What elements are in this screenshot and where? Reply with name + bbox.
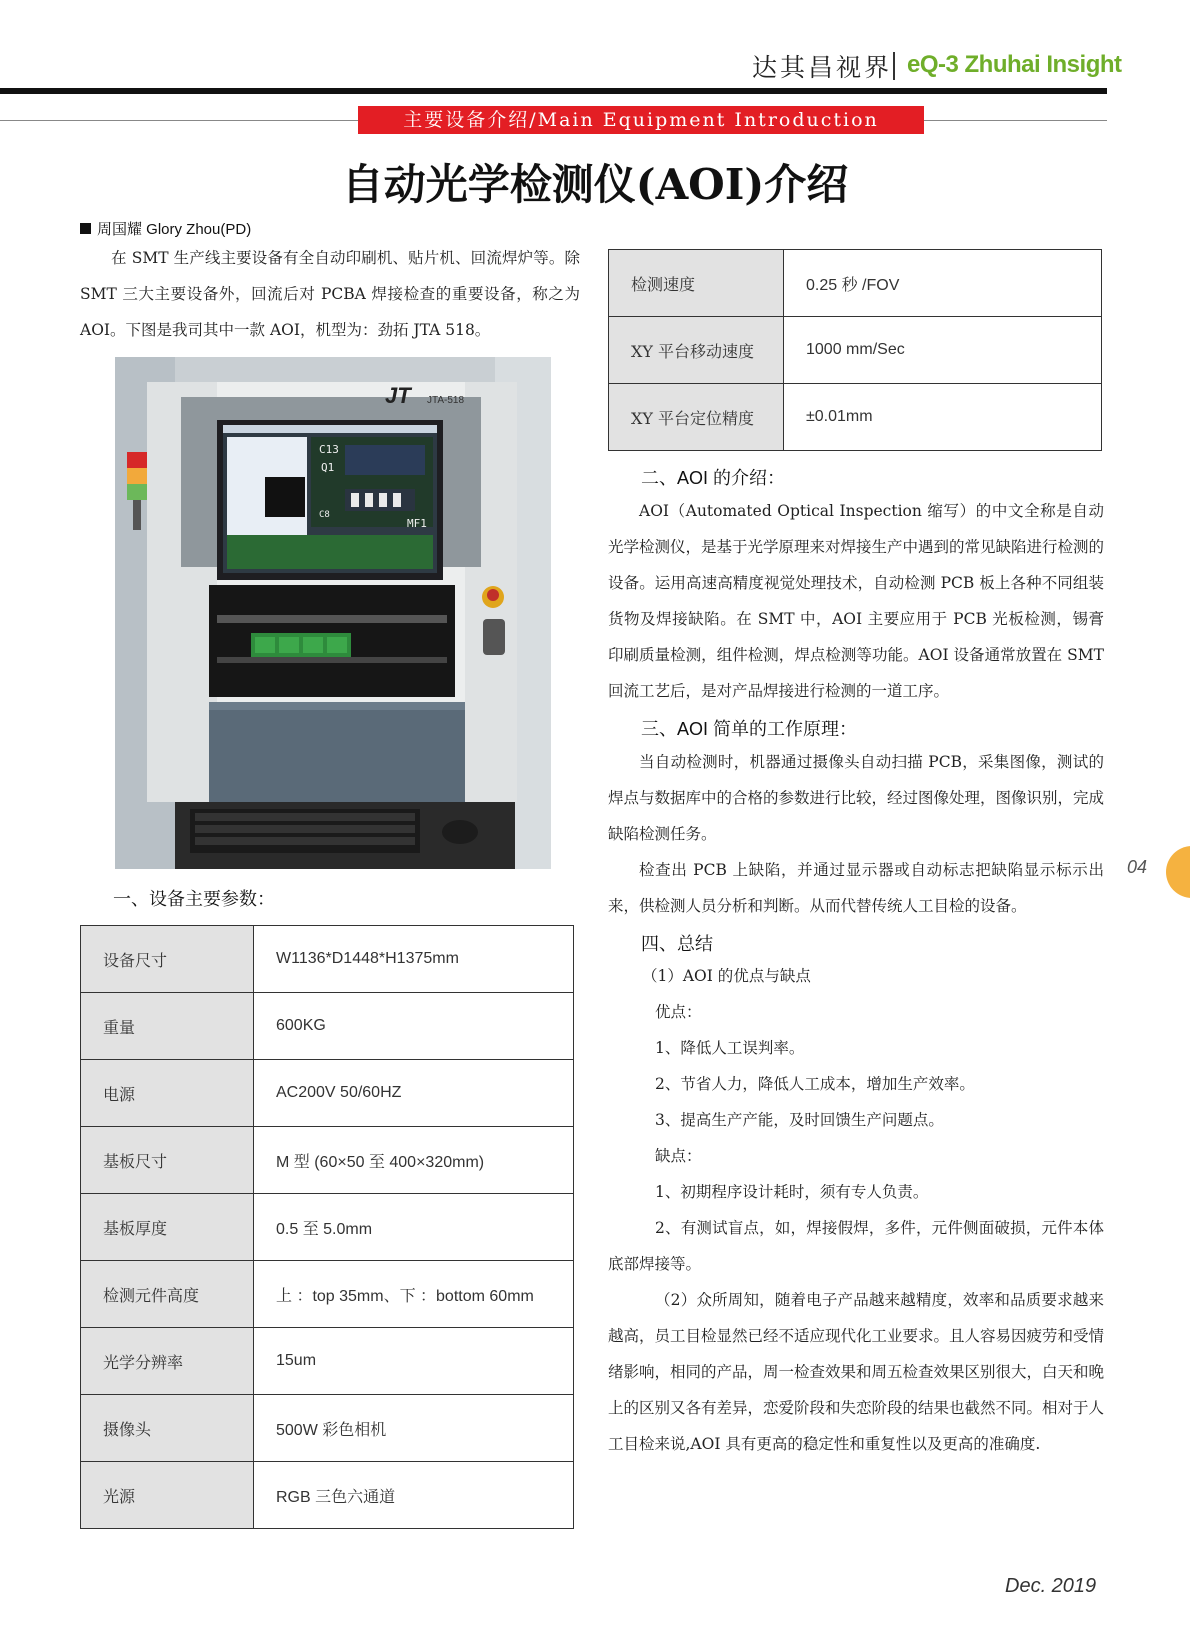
param-key: 基板厚度 [81, 1194, 254, 1261]
table-row [81, 1328, 574, 1395]
section3-body [608, 744, 1104, 924]
param-value: 0.25 秒 /FOV [784, 250, 1102, 317]
screen-label-mf1: MF1 [407, 517, 427, 530]
section1-heading: 一、设备主要参数： [113, 889, 275, 909]
section4-heading: 四、总结 [641, 934, 713, 954]
table-row [609, 384, 1102, 451]
main-params-table [80, 925, 574, 1529]
param-value: 上 ：top 35mm、下 ：bottom 60mm [254, 1261, 574, 1328]
param-value: RGB 三色六通道 [254, 1462, 574, 1529]
table-row [81, 1395, 574, 1462]
table-row [81, 1194, 574, 1261]
masthead-brand-en: eQ-3 Zhuhai Insight [907, 51, 1122, 78]
pros-item: 3、提高生产产能，及时回馈生产问题点。 [655, 1111, 944, 1129]
param-key: 电源 [81, 1060, 254, 1127]
table-row [81, 1261, 574, 1328]
screen-label-c8: C8 [319, 510, 330, 520]
machine-model-label: JTA-518 [427, 395, 465, 406]
summary-sub1: （1）AOI 的优点与缺点 [642, 967, 811, 985]
table-row [81, 1462, 574, 1529]
param-value: 15um [254, 1328, 574, 1395]
param-key: 检测速度 [609, 250, 784, 317]
pros-item: 2、节省人力，降低人工成本，增加生产效率。 [655, 1075, 975, 1093]
param-value: AC200V 50/60HZ [254, 1060, 574, 1127]
aoi-machine-photo [115, 357, 551, 869]
param-key: 重量 [81, 993, 254, 1060]
section2-heading: 二、AOI 的介绍： [641, 468, 786, 488]
pros-label: 优点： [655, 1003, 702, 1021]
intro-paragraph: 在 SMT 生产线主要设备有全自动印刷机、贴片机、回流焊炉等。除 SMT 三大主要设备外，回流后对 PCBA 焊接检查的重要设备，称之为 AOI。下图是我司其中一款 AOI，机型为：劲拓 JTA 518。 [80, 249, 580, 339]
param-value: W1136*D1448*H1375mm [254, 926, 574, 993]
page-number: 04 [1127, 857, 1148, 877]
screen-label-c13: C13 [319, 443, 339, 456]
section3-paragraph-1: 当自动检测时，机器通过摄像头自动扫描 PCB，采集图像，测试的焊点与数据库中的合格的参数进行比较，经过图像处理，图像识别，完成缺陷检测任务。 [608, 753, 1105, 843]
param-value: 0.5 至 5.0mm [254, 1194, 574, 1261]
table-row [609, 250, 1102, 317]
table-row [609, 317, 1102, 384]
table-row [81, 993, 574, 1060]
param-value: 500W 彩色相机 [254, 1395, 574, 1462]
table-row [81, 1060, 574, 1127]
speed-params-table [608, 249, 1102, 451]
summary-sub2: （2）众所周知，随着电子产品越来越精度，效率和品质要求越来越高，员工目检显然已经不适应现代化工业要求。且人容易因疲劳和受情绪影响，相同的产品，周一检查效果和周五检查效果区别很大，白天和晚上的区别又各有差异，恋爱阶段和失恋阶段的结果也截然不同。相对于人工目检来说,AOI 具有更高的稳定性和重复性以及更高的准确度. [608, 1291, 1105, 1453]
header-rule-thick [0, 88, 1107, 94]
masthead-brand-cn: 达其昌视界 [752, 53, 893, 82]
section-banner: 主要设备介绍/Main Equipment Introduction [358, 106, 924, 134]
param-value: 600KG [254, 993, 574, 1060]
machine-brand-mark: JT [385, 383, 411, 408]
cons-item: 1、初期程序设计耗时，须有专人负责。 [655, 1183, 929, 1201]
masthead-separator [893, 52, 895, 80]
cons-item: 2、有测试盲点，如，焊接假焊，多件，元件侧面破损，元件本体底部焊接等。 [608, 1219, 1104, 1273]
param-value: ±0.01mm [784, 384, 1102, 451]
screen-label-q1: Q1 [321, 461, 335, 474]
param-key: 摄像头 [81, 1395, 254, 1462]
param-key: 光学分辨率 [81, 1328, 254, 1395]
param-key: 设备尺寸 [81, 926, 254, 993]
author-line [80, 218, 251, 239]
article-title: 自动光学检测仪(AOI)介绍 [341, 160, 849, 209]
table-row [81, 1127, 574, 1194]
cons-label: 缺点： [655, 1147, 702, 1165]
param-value: 1000 mm/Sec [784, 317, 1102, 384]
param-key: 光源 [81, 1462, 254, 1529]
param-key: 基板尺寸 [81, 1127, 254, 1194]
issue-date: Dec. 2019 [1005, 1575, 1097, 1597]
param-key: XY 平台定位精度 [609, 384, 784, 451]
pros-item: 1、降低人工误判率。 [655, 1039, 805, 1057]
author-name: 周国耀 Glory Zhou(PD) [97, 221, 252, 238]
param-value: M 型 (60×50 至 400×320mm) [254, 1127, 574, 1194]
page-tab-marker [1166, 846, 1190, 898]
bullet-square-icon [80, 223, 91, 234]
section2-paragraph: AOI（Automated Optical Inspection 缩写）的中文全称是自动光学检测仪，是基于光学原理来对焊接生产中遇到的常见缺陷进行检测的设备。运用高速高精度视觉处理技术，自动检测 PCB 板上各种不同组装货物及焊接缺陷。在 SMT 中，AOI 主要应用于 PCB 光板检测，锡膏印刷质量检测，组件检测，焊点检测等功能。AOI 设备通常放置在 SMT 回流工艺后，是对产品焊接进行检测的一道工序。 [608, 502, 1105, 700]
section3-paragraph-2: 检查出 PCB 上缺陷，并通过显示器或自动标志把缺陷显示标示出来，供检测人员分析和判断。从而代替传统人工目检的设备。 [608, 861, 1104, 915]
section4-body [608, 958, 1104, 1462]
table-row [81, 926, 574, 993]
param-key: 检测元件高度 [81, 1261, 254, 1328]
param-key: XY 平台移动速度 [609, 317, 784, 384]
section3-heading: 三、AOI 简单的工作原理： [641, 719, 858, 739]
